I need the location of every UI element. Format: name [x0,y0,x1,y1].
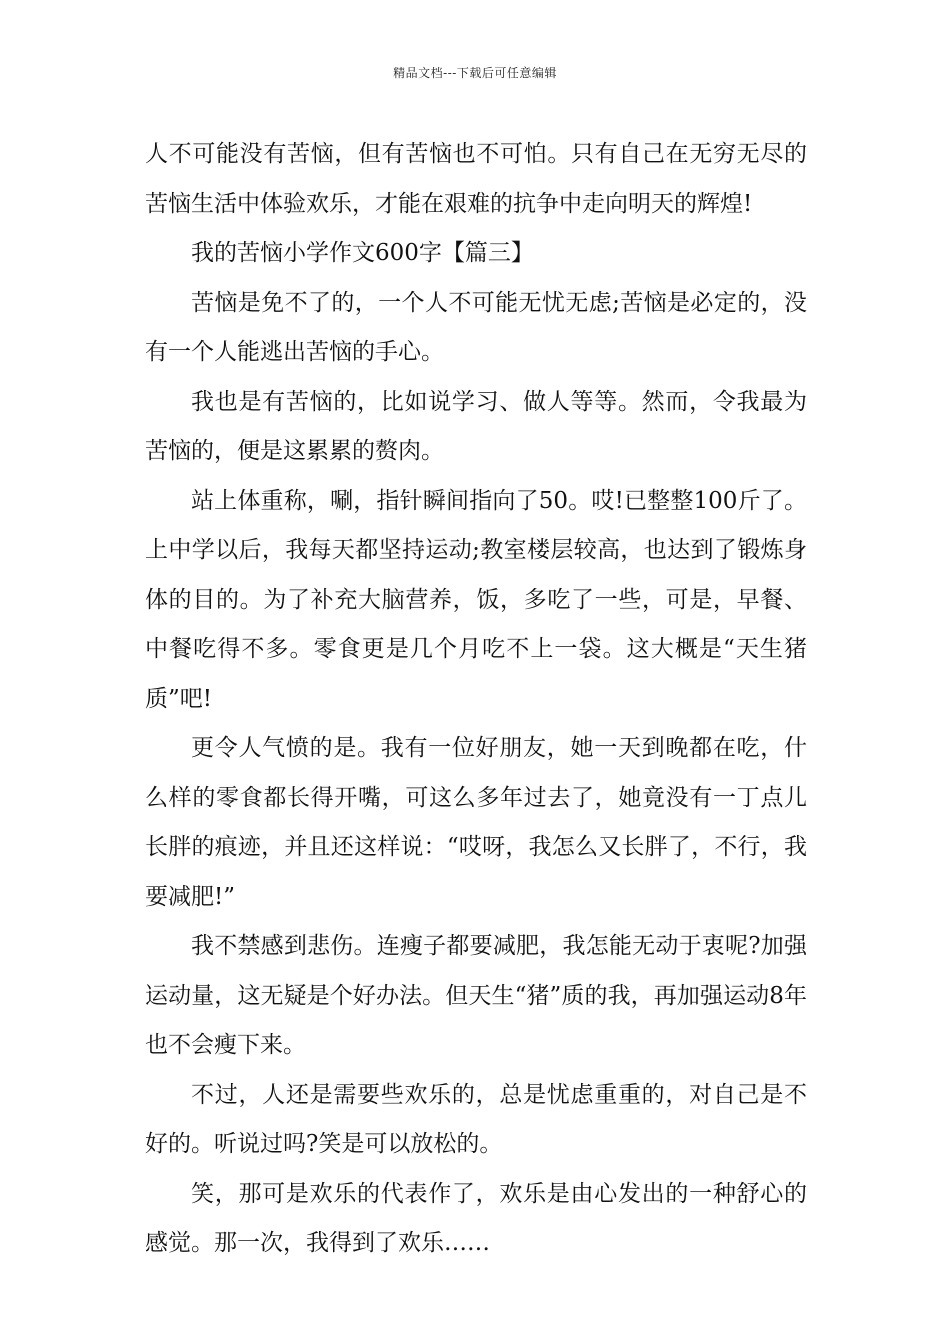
page-header: 精品文档---下载后可任意编辑 [393,66,557,80]
paragraph-7: 不过，人还是需要些欢乐的，总是忧虑重重的，对自己是不好的。听说过吗?笑是可以放松的。 [145,1081,807,1157]
paragraph-1: 人不可能没有苦恼，但有苦恼也不可怕。只有自己在无穷无尽的苦恼生活中体验欢乐，才能在艰难的抗争中走向明天的辉煌! [145,141,807,217]
paragraph-6: 我不禁感到悲伤。连瘦子都要减肥，我怎能无动于衷呢?加强运动量，这无疑是个好办法。但天生“猪”质的我，再加强运动8年也不会瘦下来。 [145,933,807,1058]
section-heading: 我的苦恼小学作文600字【篇三】 [191,240,534,266]
paragraph-5: 更令人气愤的是。我有一位好朋友，她一天到晚都在吃，什么样的零食都长得开嘴，可这么多年过去了，她竟没有一丁点儿长胖的痕迹，并且还这样说：“哎呀，我怎么又长胖了，不行，我要减肥!” [145,735,807,910]
paragraph-4: 站上体重称，唰，指针瞬间指向了50。哎!已整整100斤了。上中学以后，我每天都坚持运动;教室楼层较高，也达到了锻炼身体的目的。为了补充大脑营养，饭，多吃了一些，可是，早餐、中餐吃得不多。零食更是几个月吃不上一袋。这大概是“天生猪质”吧! [145,487,807,712]
paragraph-8: 笑，那可是欢乐的代表作了，欢乐是由心发出的一种舒心的感觉。那一次，我得到了欢乐…… [145,1180,807,1256]
paragraph-2: 苦恼是免不了的，一个人不可能无忧无虑;苦恼是必定的，没有一个人能逃出苦恼的手心。 [145,289,807,365]
document-body [145,130,807,1269]
paragraph-3: 我也是有苦恼的，比如说学习、做人等等。然而，令我最为苦恼的，便是这累累的赘肉。 [145,388,807,464]
